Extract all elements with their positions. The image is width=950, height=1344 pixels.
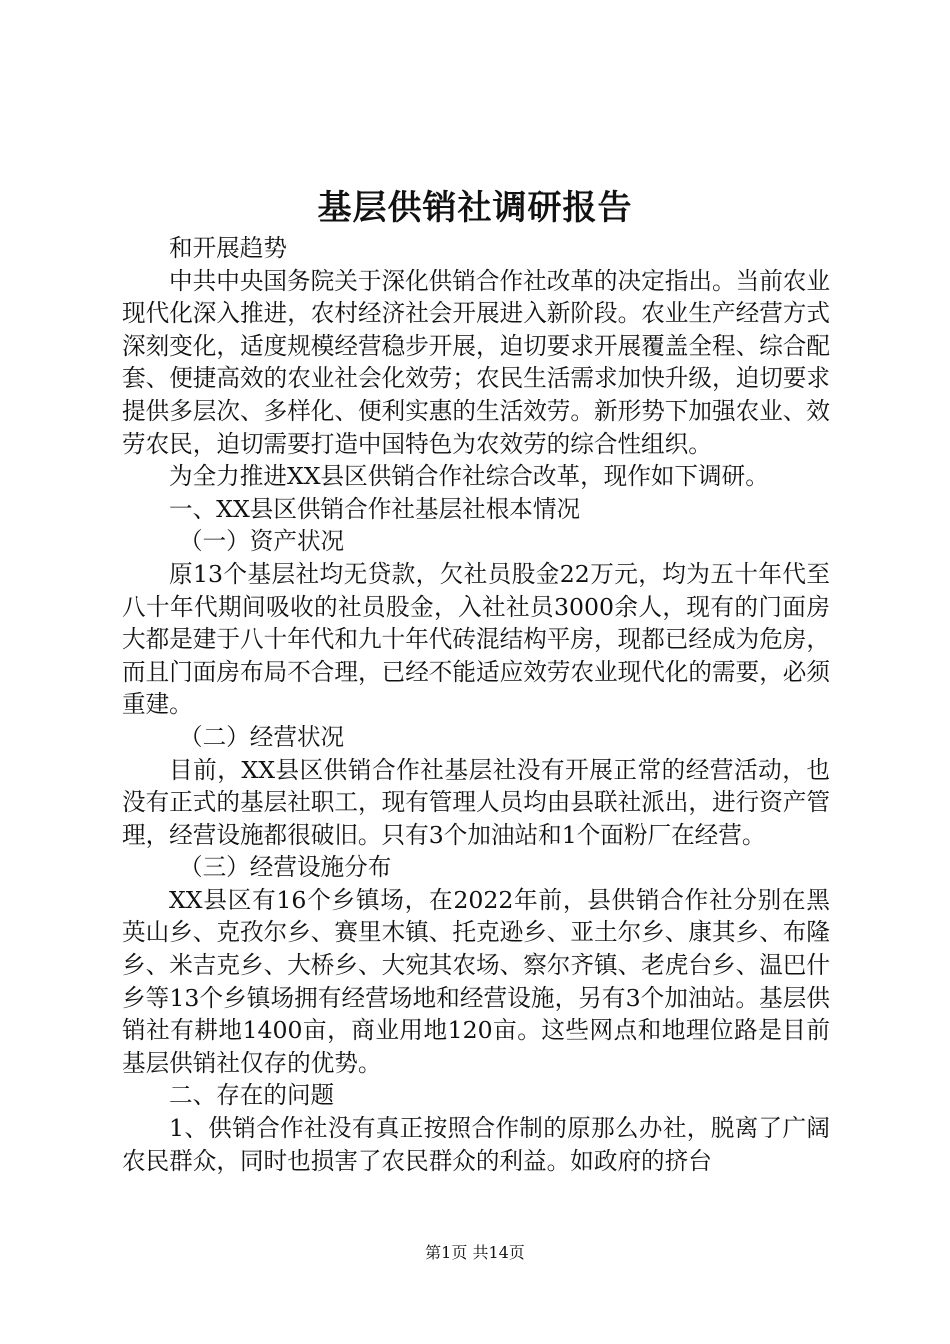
section-heading-problems: 二、存在的问题 [169, 1081, 335, 1110]
subsection-heading-operations: （二）经营状况 [179, 722, 345, 751]
page-footer: 第1页 共14页 [425, 1243, 525, 1262]
paragraph-facilities: XX县区有16个乡镇场，在2022年前，县供销合作社分别在黑英山乡、克孜尔乡、赛里木镇、托克逊乡、亚土尔乡、康其乡、布隆乡、米吉克乡、大桥乡、大宛其农场、察尔齐镇、老虎台乡、温巴什乡等13个乡镇场拥有经营场地和经营设施，另有3个加油站。基层供销社有耕地1400亩，商业用地120亩。这些网点和地理位路是目前基层供销社仅存的优势。 [122, 885, 830, 1077]
document-title: 基层供销社调研报告 [317, 188, 633, 228]
paragraph-problem-1: 1、供销合作社没有真正按照合作制的原那么办社，脱离了广阔农民群众，同时也损害了农民群众的利益。如政府的挤台 [122, 1114, 830, 1175]
paragraph-background: 中共中央国务院关于深化供销合作社改革的决定指出。当前农业现代化深入推进，农村经济社会开展进入新阶段。农业生产经营方式深刻变化，适度规模经营稳步开展，迫切要求开展覆盖全程、综合配套、便捷高效的农业社会化效劳；农民生活需求加快升级，迫切要求提供多层次、多样化、便利实惠的生活效劳。新形势下加强农业、效劳农民，迫切需要打造中国特色为农效劳的综合性组织。 [122, 266, 830, 458]
paragraph-operations: 目前，XX县区供销合作社基层社没有开展正常的经营活动，也没有正式的基层社职工，现有管理人员均由县联社派出，进行资产管理，经营设施都很破旧。只有3个加油站和1个面粉厂在经营。 [122, 755, 830, 849]
paragraph-trend-heading: 和开展趋势 [169, 234, 287, 262]
section-heading-basic-situation: 一、XX县区供销合作社基层社根本情况 [169, 494, 581, 523]
document-body [122, 232, 830, 1177]
subsection-heading-facilities: （三）经营设施分布 [179, 853, 392, 882]
paragraph-assets: 原13个基层社均无贷款，欠社员股金22万元，均为五十年代至八十年代期间吸收的社员股金，入社社员3000余人，现有的门面房大都是建于八十年代和九十年代砖混结构平房，现都已经成为危房，而且门面房布局不合理，已经不能适应效劳农业现代化的需要，必须重建。 [122, 559, 830, 719]
paragraph-purpose: 为全力推进XX县区供销合作社综合改革，现作如下调研。 [169, 462, 769, 491]
subsection-heading-assets: （一）资产状况 [179, 527, 345, 556]
